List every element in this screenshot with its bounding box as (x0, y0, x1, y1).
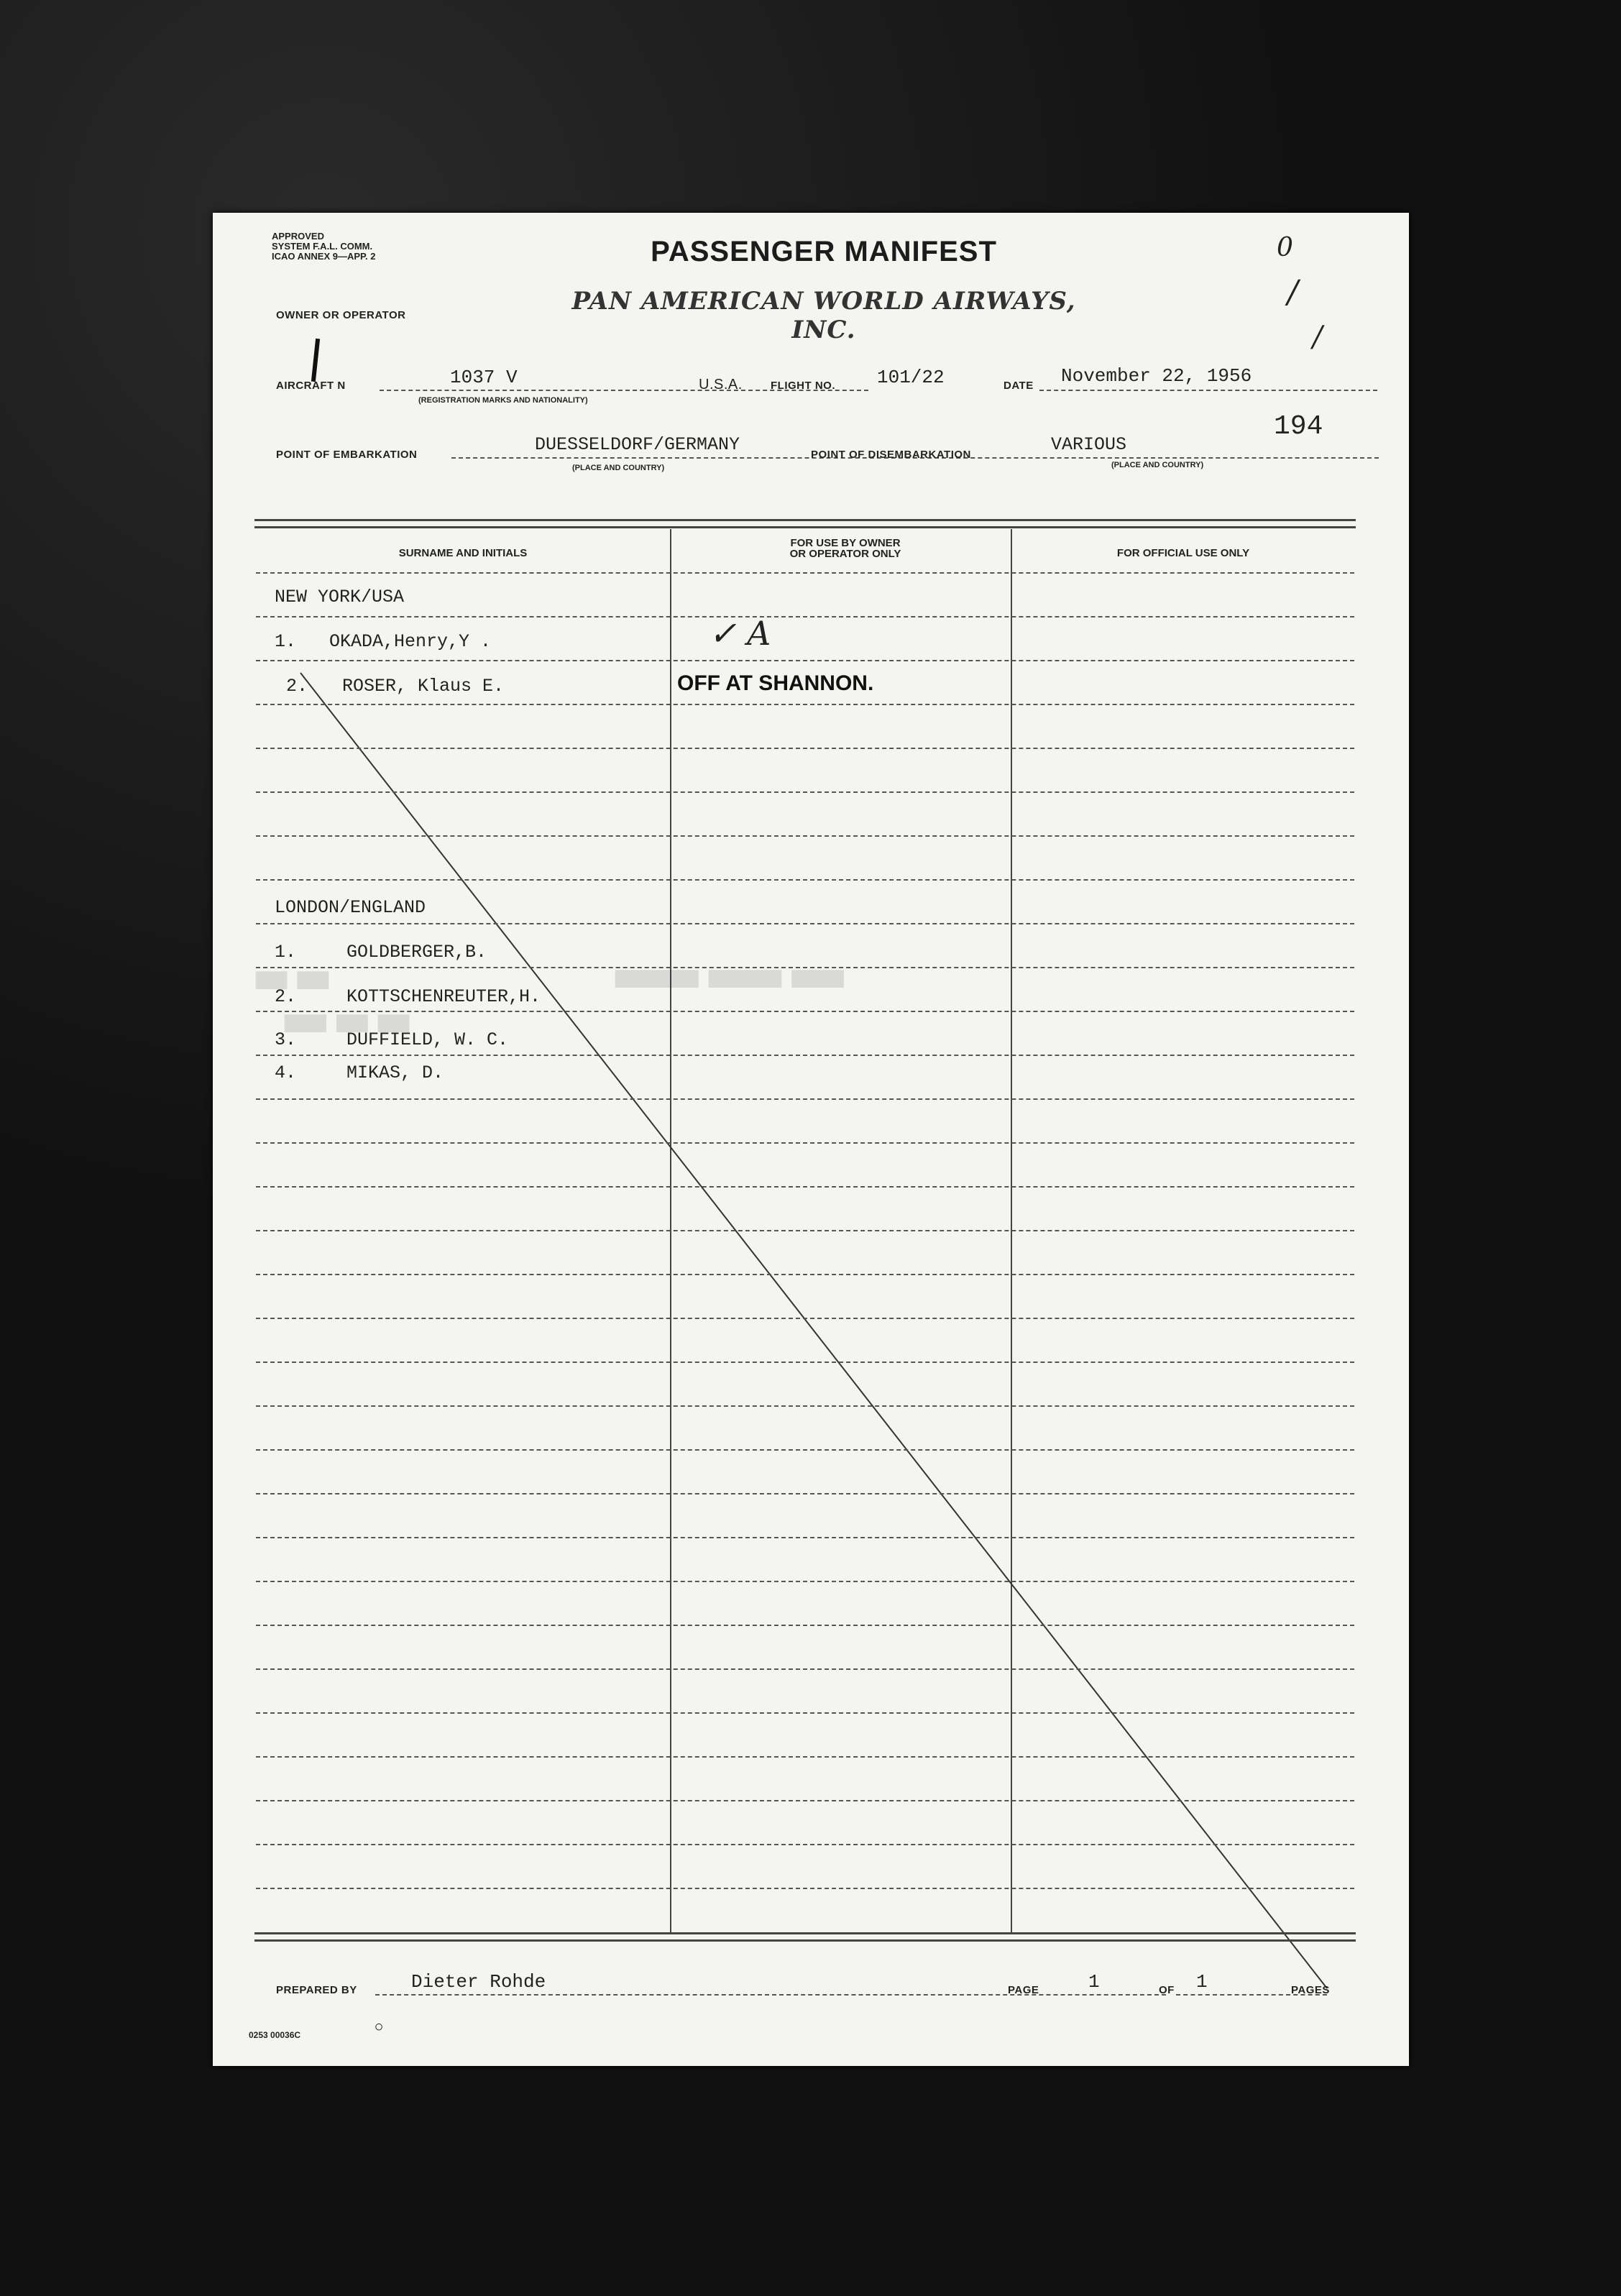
table-bottom-border (254, 1932, 1356, 1934)
prepared-value: Dieter Rohde (411, 1971, 546, 1993)
destination-heading: NEW YORK/USA (275, 587, 405, 607)
margin-mark: / (1313, 321, 1323, 354)
passenger-name: GOLDBERGER,B. (346, 942, 487, 963)
bleed-through-text: ▇▇▇▇ ▇▇▇ ▇▇▇ (285, 1014, 410, 1034)
date-value: November 22, 1956 (1061, 365, 1252, 387)
disembark-label: POINT OF DISEMBARKATION (811, 449, 971, 461)
company-name: PAN AMERICAN WORLD AIRWAYS, INC. (571, 287, 1076, 344)
disembark-caption: (PLACE AND COUNTRY) (1111, 461, 1204, 469)
prepared-label: PREPARED BY (276, 1984, 357, 1996)
row-line (256, 704, 1354, 705)
row-line (256, 1800, 1354, 1801)
passenger-name: MIKAS, D. (346, 1062, 444, 1083)
embark-caption: (PLACE AND COUNTRY) (572, 464, 665, 472)
column-header-operator: FOR USE BY OWNER OR OPERATOR ONLY (789, 537, 901, 560)
table-bottom-border (254, 1939, 1356, 1942)
passenger-name: KOTTSCHENREUTER,H. (346, 986, 541, 1007)
destination-heading: LONDON/ENGLAND (275, 897, 426, 918)
row-line (256, 879, 1354, 881)
row-line (256, 1011, 1354, 1012)
row-line (256, 616, 1354, 617)
passenger-number: 3. (275, 1029, 297, 1050)
approval-line: SYSTEM F.A.L. COMM. (272, 241, 373, 252)
aircraft-value: 1037 V (450, 367, 518, 388)
row-line (256, 1581, 1354, 1582)
row-line (256, 967, 1354, 968)
row-line (256, 1318, 1354, 1319)
passenger-number: 1. (275, 631, 297, 652)
page-value: 1 (1088, 1971, 1100, 1993)
passenger-name: DUFFIELD, W. C. (346, 1029, 509, 1050)
embark-value: DUESSELDORF/GERMANY (535, 434, 740, 455)
diagonal-strike-line (213, 213, 1409, 2066)
passenger-number: 2. (286, 676, 308, 697)
approval-line: APPROVED (272, 231, 324, 242)
row-line (256, 1537, 1354, 1538)
date-label: DATE (1004, 380, 1034, 392)
passenger-number: 1. (275, 942, 297, 963)
row-line (256, 1844, 1354, 1845)
row-line (256, 791, 1354, 793)
form-code: 0253 00036C (249, 2030, 301, 2040)
row-line (256, 572, 1354, 574)
row-line (256, 1888, 1354, 1889)
row-line (256, 1756, 1354, 1758)
owner-label: OWNER OR OPERATOR (276, 309, 406, 321)
operator-checkmark: ✓ A (709, 614, 771, 653)
flight-label: FLIGHT NO. (771, 380, 835, 392)
row-line (256, 1098, 1354, 1100)
row-line (256, 1493, 1354, 1494)
bleed-through-text: ▇▇▇ ▇▇▇ (256, 971, 329, 991)
row-line (256, 1405, 1354, 1407)
bleed-through-text: ▇▇▇▇▇▇▇▇ ▇▇▇▇▇▇▇ ▇▇▇▇▇ (615, 970, 844, 989)
page-number: 194 (1274, 411, 1323, 442)
of-label: OF (1159, 1984, 1175, 1996)
margin-mark: 0 (1277, 233, 1293, 262)
row-line (256, 660, 1354, 661)
row-line (256, 1142, 1354, 1144)
row-line (256, 1274, 1354, 1275)
row-line (256, 1055, 1354, 1056)
column-header-official: FOR OFFICIAL USE ONLY (1116, 547, 1250, 559)
row-line (256, 1712, 1354, 1714)
prepared-underline (375, 1994, 1166, 1996)
row-line (256, 1230, 1354, 1231)
nationality: U.S.A. (699, 377, 743, 392)
row-line (256, 1668, 1354, 1670)
registration-caption: (REGISTRATION MARKS AND NATIONALITY) (418, 396, 588, 405)
pages-label: PAGES (1291, 1984, 1330, 1996)
operator-stamp: OFF AT SHANNON. (677, 671, 874, 695)
of-value: 1 (1196, 1971, 1208, 1993)
row-line (256, 835, 1354, 837)
row-line (256, 923, 1354, 924)
margin-mark: / (1287, 274, 1298, 311)
passenger-name: OKADA,Henry,Y . (329, 631, 492, 652)
row-line (256, 1449, 1354, 1451)
row-line (256, 1625, 1354, 1626)
column-header-surname: SURNAME AND INITIALS (398, 547, 528, 559)
page-title: PASSENGER MANIFEST (651, 236, 997, 267)
disembark-value: VARIOUS (1051, 434, 1127, 455)
manifest-sheet (213, 213, 1409, 2066)
row-line (256, 1186, 1354, 1188)
passenger-number: 4. (275, 1062, 297, 1083)
row-line (256, 748, 1354, 749)
row-line (256, 1361, 1354, 1363)
printer-mark: ◯ (375, 2023, 383, 2030)
embark-label: POINT OF EMBARKATION (276, 449, 418, 461)
passenger-number: 2. (275, 986, 297, 1007)
page-label: PAGE (1008, 1984, 1039, 1996)
aircraft-label: AIRCRAFT N (276, 380, 346, 392)
passenger-name: ROSER, Klaus E. (342, 676, 505, 697)
approval-line: ICAO ANNEX 9—APP. 2 (272, 251, 376, 262)
flight-value: 101/22 (877, 367, 945, 388)
